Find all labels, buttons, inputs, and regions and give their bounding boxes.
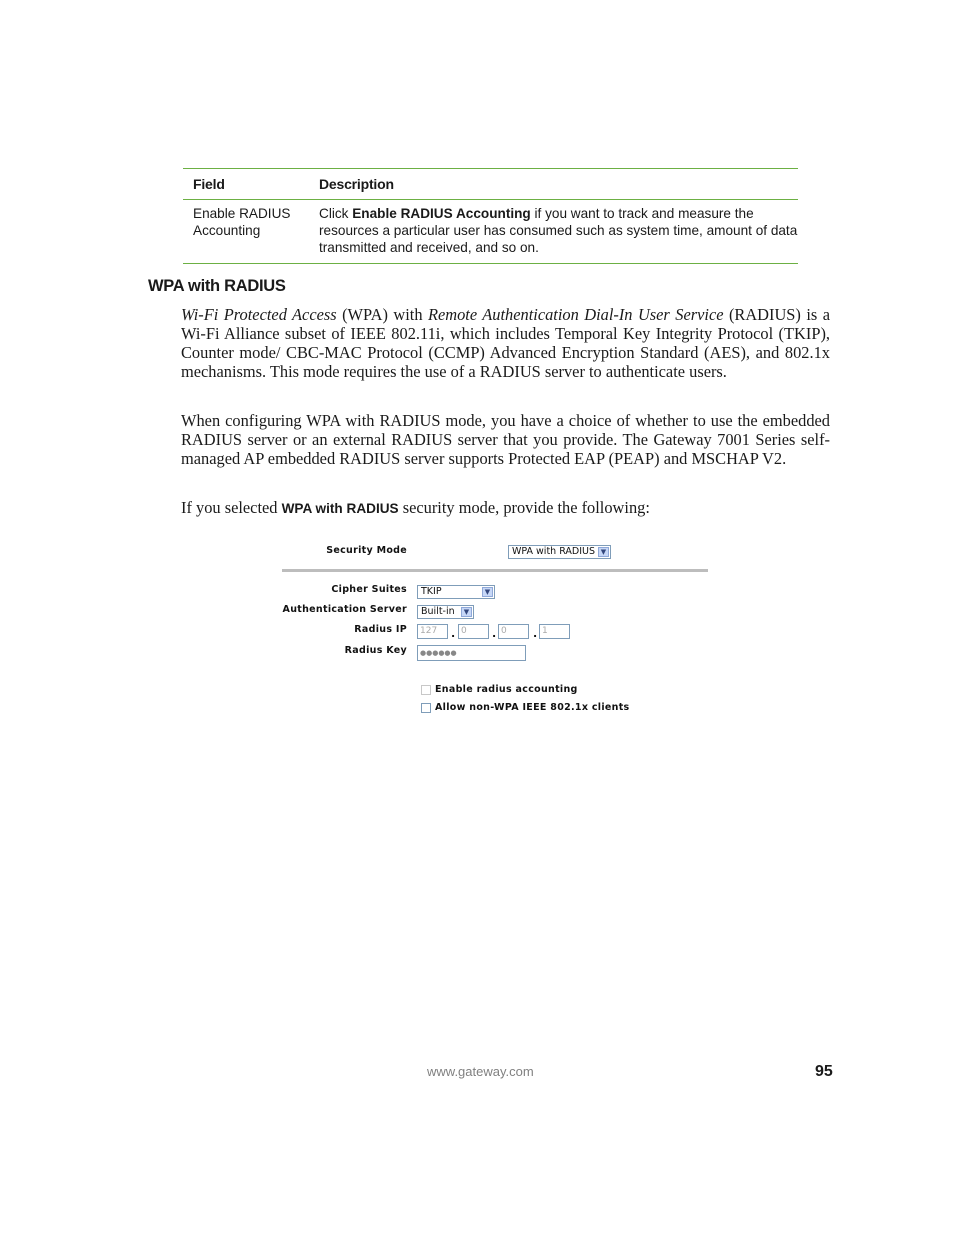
cipher-suites-select[interactable] — [417, 585, 495, 599]
table-row — [183, 200, 798, 263]
p1-text2: (RADIUS) is a Wi-Fi Alliance subset of IEEE 802.11i, which includes Temporal Key Integrity Protocol (TKIP), Counter mode/ CBC-MAC Protocol (CCMP) Advanced Encryption Standard (AES), and 802.1x mechanisms. This mode requires the use of a RADIUS server to authenticate users. — [181, 305, 830, 381]
row-field: Enable RADIUS Accounting — [193, 206, 291, 239]
p1-text1: (WPA) with — [336, 305, 428, 324]
radius-ip-octet-2[interactable]: 0 — [458, 624, 489, 639]
radius-ip-octet-1[interactable]: 127 — [417, 624, 448, 639]
auth-server-label: Authentication Server — [282, 604, 407, 615]
enable-accounting-checkbox[interactable] — [421, 685, 431, 695]
row-description — [319, 205, 798, 257]
footer-url: www.gateway.com — [427, 1064, 534, 1079]
chevron-down-icon: ▼ — [482, 587, 493, 597]
header-description: Description — [319, 176, 394, 192]
ip-dot-separator: . — [492, 627, 497, 640]
allow-non-wpa-label: Allow non-WPA IEEE 802.1x clients — [435, 702, 630, 713]
ip-dot-separator: . — [451, 627, 456, 640]
cipher-suites-label: Cipher Suites — [331, 584, 407, 595]
security-mode-label: Security Mode — [326, 545, 407, 556]
separator-rule — [282, 569, 708, 572]
section-title: WPA with RADIUS — [148, 277, 286, 295]
field-description-table — [183, 168, 798, 264]
row-desc-prefix: Click — [319, 206, 353, 221]
chevron-down-icon: ▼ — [598, 547, 609, 557]
paragraph-configuring: When configuring WPA with RADIUS mode, you have a choice of whether to use the embedded RADIUS server or an external RADIUS server that you provide. The Gateway 7001 Series self-managed AP embedded RADIUS server supports Protected EAP (PEAP) and MSCHAP V2. — [181, 411, 830, 468]
security-mode-value: WPA with RADIUS — [512, 546, 596, 557]
radius-key-input[interactable]: ●●●●●● — [417, 645, 526, 661]
term-radius: Remote Authentication Dial-In User Service — [427, 305, 724, 324]
header-field: Field — [193, 176, 225, 192]
row-desc-bold: Enable RADIUS Accounting — [352, 206, 531, 221]
radius-key-label: Radius Key — [344, 645, 407, 656]
radius-ip-octet-3[interactable]: 0 — [498, 624, 529, 639]
auth-server-value: Built-in — [421, 606, 455, 617]
enable-accounting-label: Enable radius accounting — [435, 684, 578, 695]
page-number: 95 — [815, 1063, 833, 1080]
term-wpa: Wi-Fi Protected Access — [181, 305, 337, 324]
row-desc-suffix: if you want to track and measure the resources a particular user has consumed such as system time, amount of data transmitted and received, and so on. — [319, 206, 798, 256]
p3-prefix: If you selected — [181, 498, 282, 517]
ip-dot-separator: . — [533, 627, 538, 640]
paragraph-wpa-definition — [181, 305, 830, 381]
allow-non-wpa-checkbox[interactable] — [421, 703, 431, 713]
radius-ip-label: Radius IP — [354, 624, 407, 635]
security-mode-select[interactable] — [508, 545, 611, 559]
radius-ip-octet-4[interactable]: 1 — [539, 624, 570, 639]
cipher-suites-value: TKIP — [421, 586, 442, 597]
p3-suffix: security mode, provide the following: — [398, 498, 650, 517]
auth-server-select[interactable] — [417, 605, 474, 619]
paragraph-instruction — [181, 498, 830, 518]
wpa-radius-settings-screenshot — [282, 538, 710, 720]
table-header-row — [183, 169, 798, 199]
chevron-down-icon: ▼ — [461, 607, 472, 617]
p3-bold: WPA with RADIUS — [281, 501, 399, 516]
table-bottom-rule — [183, 263, 798, 264]
